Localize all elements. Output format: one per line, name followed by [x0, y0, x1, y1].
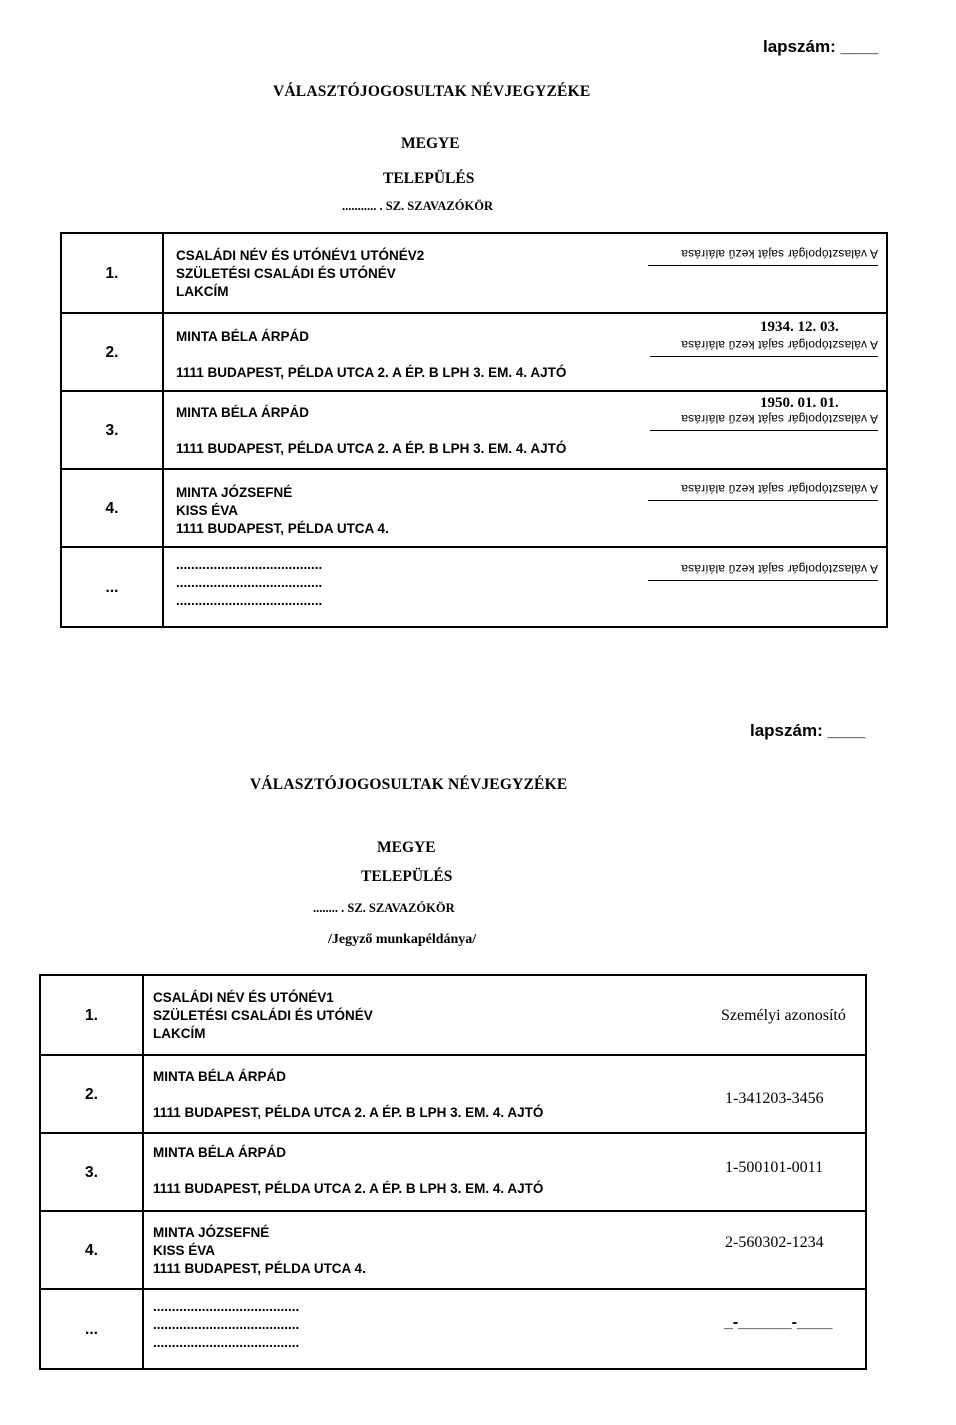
table-row [41, 1210, 865, 1290]
blank-name-line: ....................................... [153, 1299, 300, 1314]
county-label: MEGYE [401, 135, 460, 152]
working-copy-note: /Jegyző munkapéldánya/ [328, 932, 477, 947]
signature-field [648, 247, 878, 266]
settlement-label: TELEPÜLÉS [383, 170, 475, 187]
row-number: 4. [41, 1212, 144, 1290]
name-line: MINTA BÉLA ÁRPÁD [153, 1145, 286, 1160]
table-row [62, 312, 886, 392]
birth-name-line: SZÜLETÉSI CSALÁDI ÉS UTÓNÉV [176, 266, 396, 281]
table-row [62, 390, 886, 470]
blank-name-line: ....................................... [176, 557, 323, 572]
signature-field [650, 338, 878, 357]
birth-name-line: KISS ÉVA [153, 1243, 216, 1258]
blank-birth-name-line: ....................................... [176, 575, 323, 590]
blank-address-line: ....................................... [176, 593, 323, 608]
table-row [62, 234, 886, 314]
row-number: 1. [41, 976, 144, 1056]
voter-register-table-working-copy [39, 974, 867, 1370]
birth-date: 1950. 01. 01. [760, 395, 839, 411]
birth-name-line: KISS ÉVA [176, 503, 239, 518]
table-row [62, 546, 886, 628]
name-line: CSALÁDI NÉV ÉS UTÓNÉV1 [153, 990, 334, 1005]
row-number: 3. [62, 392, 164, 470]
signature-field [648, 562, 878, 581]
personal-id-header: Személyi azonosító [721, 1007, 846, 1024]
district-label: ........ . SZ. SZAVAZÓKÖR [313, 901, 455, 915]
row-number: 3. [41, 1134, 144, 1212]
blank-birth-name-line: ....................................... [153, 1317, 300, 1332]
signature-label: A választópolgár saját kezű aláírása [681, 562, 878, 576]
row-number: 2. [41, 1056, 144, 1134]
address-line: 1111 BUDAPEST, PÉLDA UTCA 2. A ÉP. B LPH 3. EM. 4. AJTÓ [153, 1105, 544, 1120]
table-row [41, 1288, 865, 1370]
table-row [41, 976, 865, 1056]
address-line: 1111 BUDAPEST, PÉLDA UTCA 4. [153, 1261, 366, 1276]
signature-field [648, 482, 878, 501]
page-number-label: lapszám: ____ [750, 721, 866, 740]
blank-address-line: ....................................... [153, 1335, 300, 1350]
table-row [41, 1132, 865, 1212]
address-line: 1111 BUDAPEST, PÉLDA UTCA 2. A ÉP. B LPH 3. EM. 4. AJTÓ [153, 1181, 544, 1196]
voter-register-table [60, 232, 888, 628]
birth-name-line: SZÜLETÉSI CSALÁDI ÉS UTÓNÉV [153, 1008, 373, 1023]
district-label: ........... . SZ. SZAVAZÓKÖR [342, 199, 493, 213]
name-line: MINTA BÉLA ÁRPÁD [176, 405, 309, 420]
row-number: ... [62, 548, 164, 628]
personal-id-blank: _-______-____ [724, 1314, 833, 1331]
personal-id: 1-500101-0011 [725, 1159, 824, 1176]
row-number: 1. [62, 234, 164, 314]
signature-label: A választópolgár saját kezű aláírása [681, 338, 878, 352]
table-row [41, 1054, 865, 1134]
address-line: 1111 BUDAPEST, PÉLDA UTCA 2. A ÉP. B LPH 3. EM. 4. AJTÓ [176, 441, 567, 456]
address-line: 1111 BUDAPEST, PÉLDA UTCA 4. [176, 521, 389, 536]
signature-label: A választópolgár saját kezű aláírása [681, 247, 878, 261]
address-line: 1111 BUDAPEST, PÉLDA UTCA 2. A ÉP. B LPH 3. EM. 4. AJTÓ [176, 365, 567, 380]
page-number-label: lapszám: ____ [763, 37, 879, 56]
personal-id: 1-341203-3456 [725, 1090, 824, 1107]
row-number: ... [41, 1290, 144, 1370]
county-label: MEGYE [377, 839, 436, 856]
table-row [62, 468, 886, 548]
signature-field [650, 412, 878, 431]
row-number: 2. [62, 314, 164, 392]
birth-date: 1934. 12. 03. [760, 319, 839, 335]
row-number: 4. [62, 470, 164, 548]
address-line: LAKCÍM [153, 1026, 206, 1041]
address-line: LAKCÍM [176, 284, 229, 299]
name-line: CSALÁDI NÉV ÉS UTÓNÉV1 UTÓNÉV2 [176, 248, 425, 263]
name-line: MINTA BÉLA ÁRPÁD [153, 1069, 286, 1084]
settlement-label: TELEPÜLÉS [361, 868, 453, 885]
name-line: MINTA JÓZSEFNÉ [176, 485, 293, 500]
signature-label: A választópolgár saját kezű aláírása [681, 412, 878, 426]
signature-label: A választópolgár saját kezű aláírása [681, 482, 878, 496]
document-title: VÁLASZTÓJOGOSULTAK NÉVJEGYZÉKE [273, 83, 591, 100]
name-line: MINTA BÉLA ÁRPÁD [176, 329, 309, 344]
personal-id: 2-560302-1234 [725, 1234, 824, 1251]
document-title: VÁLASZTÓJOGOSULTAK NÉVJEGYZÉKE [250, 776, 568, 793]
name-line: MINTA JÓZSEFNÉ [153, 1225, 270, 1240]
